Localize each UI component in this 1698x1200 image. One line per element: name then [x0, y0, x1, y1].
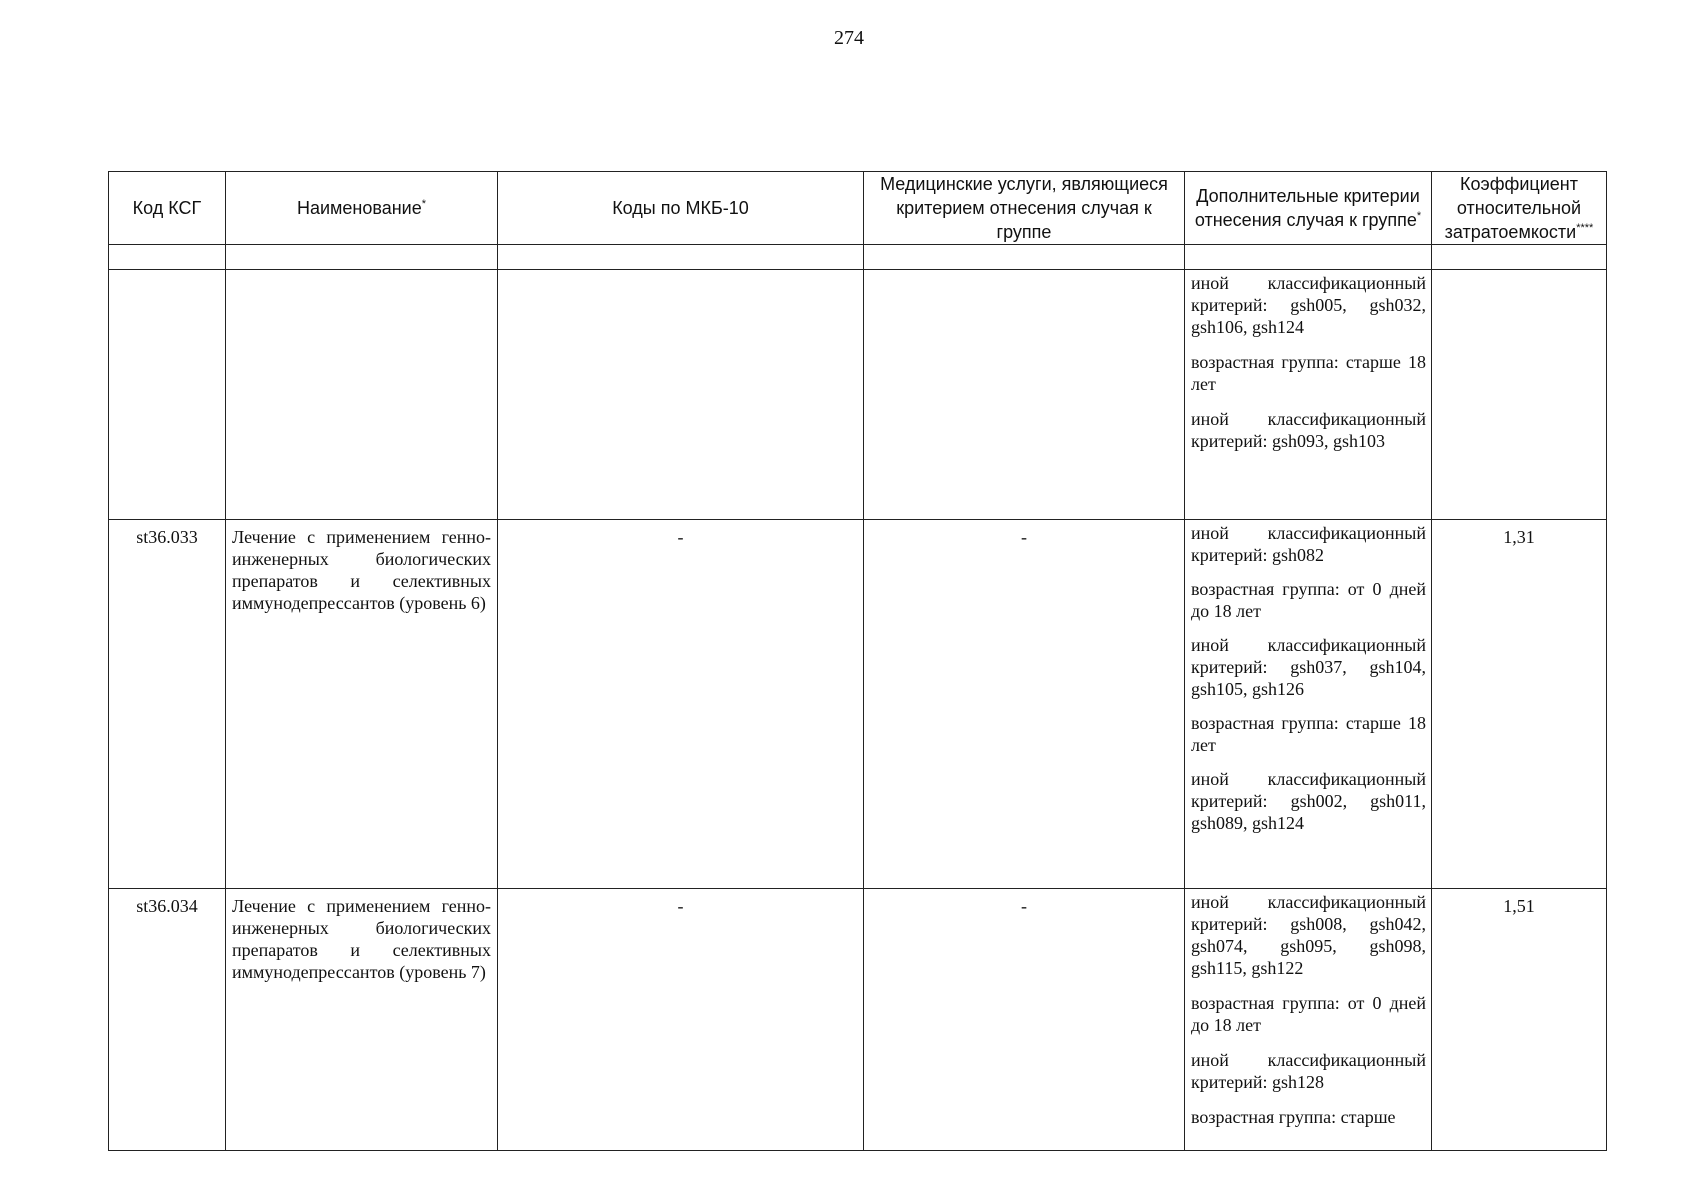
coefficient: [1432, 270, 1607, 520]
criterion: иной классификационный критерий: gsh093, gsh103: [1191, 409, 1426, 451]
criteria-cell: [1185, 270, 1432, 520]
medical-services: [864, 270, 1185, 520]
header-services: Медицинские услуги, являющиеся критерием отнесения случая к группе: [864, 172, 1185, 245]
column-number-cell: [109, 245, 226, 270]
criterion: иной классификационный критерий: gsh005, gsh032, gsh106, gsh124: [1191, 273, 1426, 337]
criterion: возрастная группа: старше 18 лет: [1191, 352, 1426, 394]
criterion: иной классификационный критерий: gsh008, gsh042, gsh074, gsh095, gsh098, gsh115, gsh122: [1191, 892, 1426, 978]
column-number-cell: [498, 245, 864, 270]
ksg-name: Лечение с применением генно-инженерных биологических препаратов и селективных иммунодепрессантов (уровень 7): [226, 889, 498, 1151]
header-name: Наименование*: [226, 172, 498, 245]
criterion: возрастная группа: старше 18 лет: [1191, 713, 1426, 755]
medical-services: -: [864, 889, 1185, 1151]
footnote-mark: *: [421, 198, 427, 210]
coefficient: 1,51: [1432, 889, 1607, 1151]
header-row: [109, 172, 1607, 245]
column-number-row: [109, 245, 1607, 270]
criterion: иной классификационный критерий: gsh037, gsh104, gsh105, gsh126: [1191, 635, 1426, 699]
column-number-cell: [226, 245, 498, 270]
criteria-cell: [1185, 889, 1432, 1151]
column-number-cell: [864, 245, 1185, 270]
table-row: [109, 889, 1607, 1151]
ksg-code: [109, 270, 226, 520]
coefficient: 1,31: [1432, 520, 1607, 889]
criterion: возрастная группа: от 0 дней до 18 лет: [1191, 993, 1426, 1035]
criteria-cell: [1185, 520, 1432, 889]
header-criteria: Дополнительные критерии отнесения случая к группе*: [1185, 172, 1432, 245]
column-number-cell: [1185, 245, 1432, 270]
ksg-name: Лечение с применением генно-инженерных биологических препаратов и селективных иммунодепрессантов (уровень 6): [226, 520, 498, 889]
header-coef: Коэффициент относительной затратоемкости****: [1432, 172, 1607, 245]
criterion: иной классификационный критерий: gsh128: [1191, 1050, 1426, 1092]
criterion: иной классификационный критерий: gsh082: [1191, 523, 1426, 565]
criterion: возрастная группа: старше: [1191, 1107, 1396, 1127]
column-number-cell: [1432, 245, 1607, 270]
ksg-code: st36.034: [109, 889, 226, 1151]
page-number: 274: [834, 27, 864, 49]
table-row: [109, 270, 1607, 520]
icd-codes: [498, 270, 864, 520]
ksg-name: [226, 270, 498, 520]
header-icd: Коды по МКБ-10: [498, 172, 864, 245]
criterion: возрастная группа: от 0 дней до 18 лет: [1191, 579, 1426, 621]
footnote-mark: *: [1416, 210, 1422, 222]
ksg-code: st36.033: [109, 520, 226, 889]
icd-codes: -: [498, 520, 864, 889]
table-row: [109, 520, 1607, 889]
icd-codes: -: [498, 889, 864, 1151]
footnote-mark: ****: [1576, 222, 1594, 234]
header-code: Код КСГ: [109, 172, 226, 245]
ksg-table: [108, 171, 1607, 1151]
medical-services: -: [864, 520, 1185, 889]
criterion: иной классификационный критерий: gsh002, gsh011, gsh089, gsh124: [1191, 769, 1426, 833]
